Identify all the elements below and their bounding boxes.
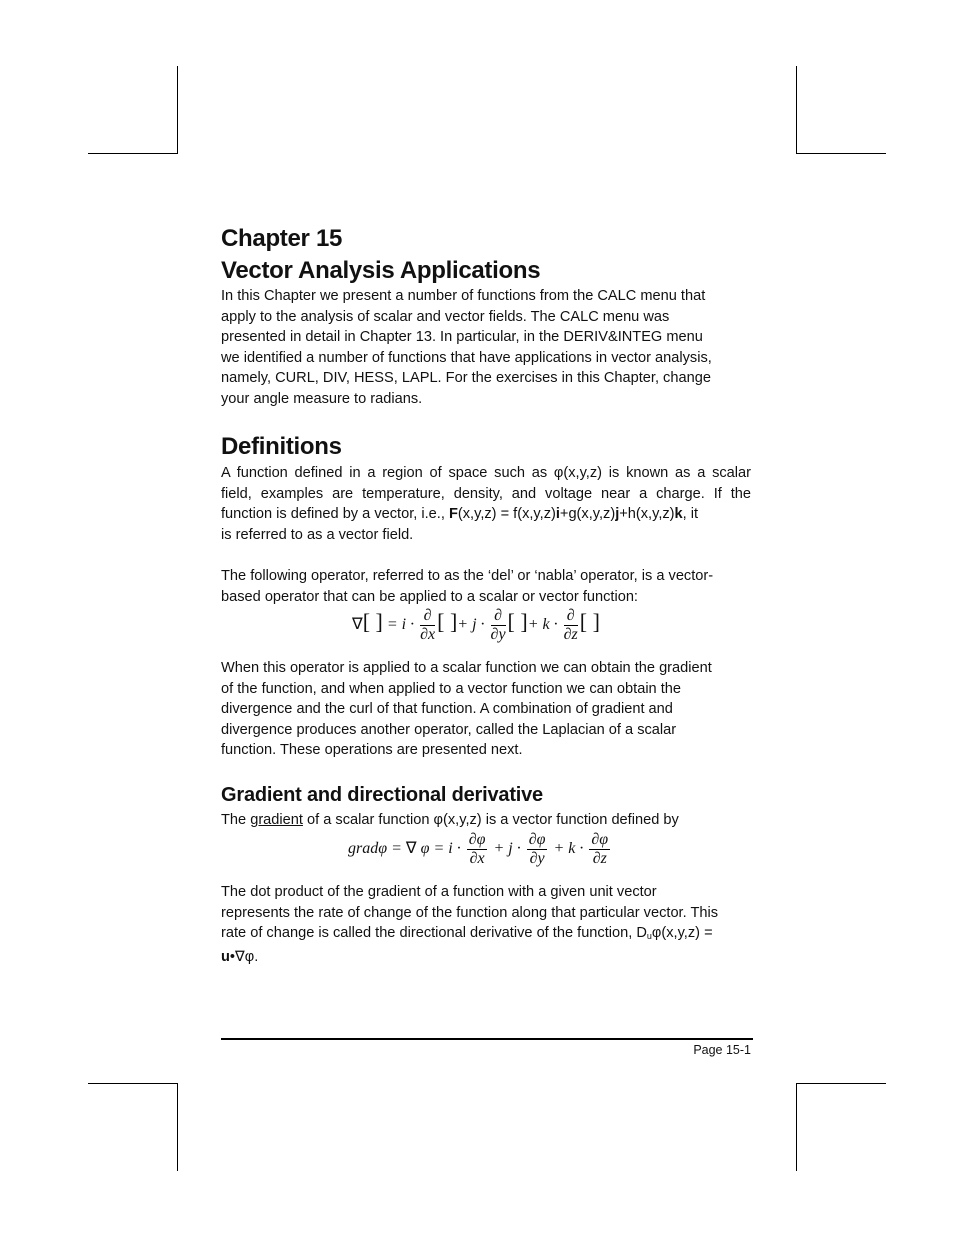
text-span: , it: [682, 506, 699, 523]
text-line: In this Chapter we present a number of functions from the CALC menu that: [221, 288, 706, 304]
unit-j: j: [615, 506, 620, 523]
text-span: +g(x,y,z): [559, 506, 616, 523]
text-line: [221, 504, 751, 525]
text-line: [221, 810, 751, 831]
text-line: of the function, and when applied to a vector function we can obtain the: [221, 680, 682, 697]
text-span: •∇φ.: [229, 948, 259, 965]
text-line: is referred to as a vector field.: [221, 526, 414, 543]
nabla-equation: ∇[ ] = i · $\frac{\partial}{\partial x}$ [ ]+ j · $\frac{\partial}{\partial y}$ [ ]+ k · $\frac{\partial}{\partial z}$ [ ]: [352, 607, 600, 643]
text-line: field, examples are temperature, density, and voltage near a charge. If the: [221, 485, 751, 502]
text-span: φ(x,y,z) =: [651, 925, 713, 942]
definitions-heading: Definitions: [221, 433, 342, 460]
crop-mark: [796, 1083, 797, 1171]
crop-mark: [797, 1083, 886, 1084]
text-line: function. These operations are presented next.: [221, 742, 523, 759]
text-span: The: [221, 812, 251, 828]
text-span: (x,y,z) = f(x,y,z): [457, 506, 556, 523]
text-line: The following operator, referred to as the ‘del’ or ‘nabla’ operator, is a vector-: [221, 568, 714, 584]
chapter-number: Chapter 15: [221, 225, 343, 252]
gradient-term: gradient: [250, 812, 303, 828]
footer-rule: [221, 1038, 753, 1040]
crop-mark: [797, 153, 886, 154]
text-line: apply to the analysis of scalar and vector fields. The CALC menu was: [221, 308, 670, 325]
text-line: based operator that can be applied to a scalar or vector function:: [221, 588, 638, 605]
text-span: function is defined by a vector, i.e.,: [221, 506, 449, 523]
text-line: presented in detail in Chapter 13. In particular, in the DERIV&INTEG menu: [221, 329, 703, 346]
crop-mark: [796, 66, 797, 154]
subscript-u: u: [646, 931, 652, 942]
gradient-paragraph-2: [221, 882, 751, 967]
crop-mark: [177, 1083, 178, 1171]
text-span: of a scalar function φ(x,y,z) is a vector function defined by: [302, 812, 679, 828]
text-line: divergence produces another operator, called the Laplacian of a scalar: [221, 721, 677, 738]
text-line: The dot product of the gradient of a function with a given unit vector: [221, 884, 657, 900]
text-span: rate of change is called the directional derivative of the function, D: [221, 925, 647, 942]
page-number: Page 15-1: [693, 1043, 751, 1057]
chapter-title: Vector Analysis Applications: [221, 257, 541, 284]
text-line: divergence and the curl of that function. A combination of gradient and: [221, 701, 673, 718]
text-line: When this operator is applied to a scalar function we can obtain the gradient: [221, 660, 712, 676]
vector-u: u: [221, 948, 230, 965]
text-line: namely, CURL, DIV, HESS, LAPL. For the exercises in this Chapter, change: [221, 370, 711, 387]
crop-mark: [177, 66, 178, 154]
text-line: represents the rate of change of the function along that particular vector. This: [221, 904, 719, 921]
text-span: +h(x,y,z): [619, 506, 675, 523]
text-line: we identified a number of functions that have applications in vector analysis,: [221, 349, 712, 366]
text-line: A function defined in a region of space such as φ(x,y,z) is known as a scalar: [221, 465, 751, 481]
gradient-heading: Gradient and directional derivative: [221, 784, 543, 806]
definitions-paragraph-3: [221, 658, 751, 761]
definitions-paragraph-2: [221, 566, 751, 607]
gradient-paragraph-1: [221, 810, 751, 831]
unit-k: k: [674, 506, 683, 523]
crop-mark: [88, 153, 177, 154]
unit-i: i: [555, 506, 560, 523]
vector-F: F: [448, 506, 458, 523]
crop-mark: [88, 1083, 177, 1084]
text-line: [221, 923, 751, 947]
text-line: [221, 947, 751, 968]
definitions-paragraph-1: [221, 463, 751, 545]
gradient-equation: gradφ = ∇ φ = i · $\frac{\partial\varphi}{\partial x}$ + j · $\frac{\partial\varphi}{\partial y}$ + k · $\frac{\partial\varphi}{\partial z}$: [348, 831, 609, 867]
intro-paragraph: [221, 286, 751, 410]
text-line: your angle measure to radians.: [221, 390, 423, 407]
